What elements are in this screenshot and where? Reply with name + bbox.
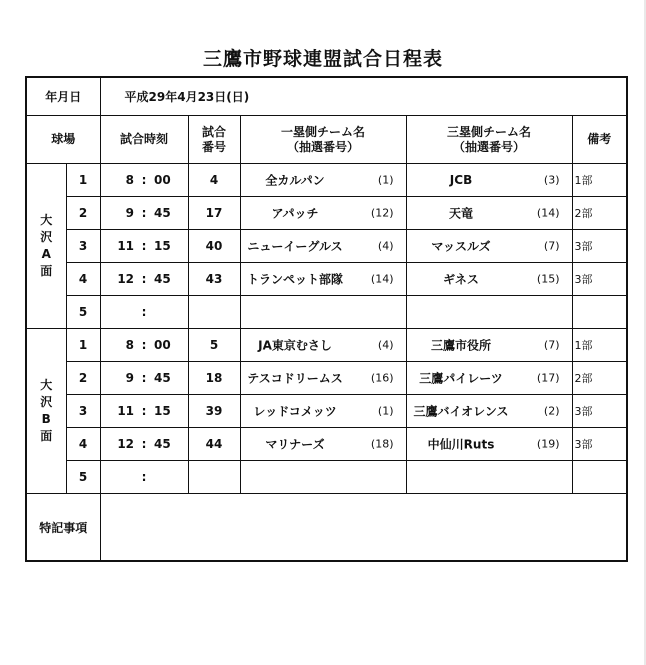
game-time-separator: :: [141, 206, 147, 220]
game-remark: 3部: [572, 263, 627, 296]
game-seq: 5: [66, 296, 100, 329]
third-base-team: [406, 362, 572, 395]
third-base-team-name: 中仙川Ruts: [427, 437, 495, 452]
first-base-lot-number: (18): [370, 437, 394, 451]
third-base-lot-number: (7): [543, 338, 560, 352]
game-seq: 2: [66, 197, 100, 230]
third-base-team-name: ギネス: [443, 272, 479, 287]
game-time-minute: 15: [154, 239, 171, 253]
third-base-lot-number: (15): [536, 272, 560, 286]
game-time: [100, 329, 188, 362]
header-row: [26, 116, 627, 164]
header-third-base-team: [406, 116, 572, 164]
game-time: [100, 296, 188, 329]
game-remark: 2部: [572, 197, 627, 230]
game-remark: 3部: [572, 230, 627, 263]
third-base-lot-number: (17): [536, 371, 560, 385]
venue-name: [26, 329, 66, 494]
game-seq: 4: [66, 263, 100, 296]
table-row: [26, 362, 627, 395]
game-remark: 3部: [572, 395, 627, 428]
first-base-team-name: トランペット部隊: [247, 272, 344, 287]
venue-name-char: 大: [40, 378, 53, 392]
match-number: [188, 461, 240, 494]
game-time-minute: 45: [154, 437, 171, 451]
header-first-base-line1: 一塁側チーム名: [281, 124, 366, 139]
venue-name: [26, 164, 66, 329]
header-first-base-line2: （抽選番号）: [287, 139, 360, 154]
game-time: [100, 197, 188, 230]
first-base-lot-number: (4): [377, 338, 394, 352]
first-base-team: [240, 164, 406, 197]
match-number: 44: [188, 428, 240, 461]
game-seq: 1: [66, 329, 100, 362]
first-base-lot-number: (16): [370, 371, 394, 385]
third-base-lot-number: (7): [543, 239, 560, 253]
game-time-hour: 11: [117, 404, 135, 418]
third-base-team: [406, 329, 572, 362]
game-time-separator: :: [141, 437, 147, 451]
notes-value: [100, 494, 627, 562]
game-time-hour: 8: [125, 173, 135, 187]
game-time-minute: 45: [154, 206, 171, 220]
first-base-team-name: ニューイーグルス: [247, 239, 343, 254]
first-base-lot-number: (1): [377, 404, 394, 418]
venue-name-char: 沢: [40, 395, 53, 409]
table-row: [26, 263, 627, 296]
match-number: 4: [188, 164, 240, 197]
game-remark: 1部: [572, 329, 627, 362]
game-remark: 2部: [572, 362, 627, 395]
third-base-team: [406, 395, 572, 428]
first-base-team: [240, 296, 406, 329]
date-value: 平成29年4月23日(日): [100, 77, 627, 116]
table-row: [26, 428, 627, 461]
header-first-base-team: [240, 116, 406, 164]
game-remark: 1部: [572, 164, 627, 197]
first-base-team: [240, 263, 406, 296]
game-seq: 3: [66, 395, 100, 428]
first-base-team-name: JA東京むさし: [258, 338, 332, 353]
first-base-team-name: レッドコメッツ: [253, 404, 337, 419]
header-match-no-line2: 番号: [202, 139, 227, 154]
game-time: [100, 164, 188, 197]
game-time-separator: :: [141, 272, 147, 286]
venue-name-char: 沢: [40, 230, 53, 244]
game-time: [100, 362, 188, 395]
third-base-team: [406, 263, 572, 296]
game-time-minute: 45: [154, 272, 171, 286]
header-venue: 球場: [26, 116, 100, 164]
table-row: [26, 197, 627, 230]
game-time-separator: :: [141, 338, 147, 352]
notes-label: 特記事項: [26, 494, 100, 562]
game-time-separator: :: [141, 305, 147, 319]
header-match-no-line1: 試合: [202, 124, 227, 139]
game-time-separator: :: [141, 470, 147, 484]
table-row: [26, 395, 627, 428]
first-base-team: [240, 395, 406, 428]
first-base-team: [240, 461, 406, 494]
game-time: [100, 230, 188, 263]
first-base-team-name: テスコドリームス: [247, 371, 343, 386]
third-base-team: [406, 230, 572, 263]
third-base-team-name: マッスルズ: [431, 239, 491, 254]
game-seq: 4: [66, 428, 100, 461]
game-time-separator: :: [141, 404, 147, 418]
table-row: [26, 329, 627, 362]
game-remark: [572, 296, 627, 329]
schedule-table: [25, 76, 628, 562]
notes-row: [26, 494, 627, 562]
game-remark: 3部: [572, 428, 627, 461]
game-time: [100, 263, 188, 296]
game-time-minute: 15: [154, 404, 171, 418]
game-seq: 5: [66, 461, 100, 494]
game-remark: [572, 461, 627, 494]
table-row: [26, 461, 627, 494]
game-time-minute: 00: [154, 338, 171, 352]
match-number: 43: [188, 263, 240, 296]
first-base-team-name: アパッチ: [271, 206, 319, 221]
game-seq: 2: [66, 362, 100, 395]
third-base-team: [406, 197, 572, 230]
venue-name-char: 面: [40, 429, 53, 443]
third-base-team-name: JCB: [449, 173, 473, 187]
first-base-lot-number: (1): [377, 173, 394, 187]
third-base-team-name: 三鷹市役所: [431, 338, 492, 353]
game-time: [100, 428, 188, 461]
first-base-team: [240, 362, 406, 395]
first-base-team-name: 全カルパン: [265, 173, 325, 188]
game-time-hour: 12: [117, 437, 135, 451]
game-time-separator: :: [141, 239, 147, 253]
game-time-minute: 45: [154, 371, 171, 385]
third-base-lot-number: (3): [543, 173, 560, 187]
third-base-team: [406, 296, 572, 329]
table-row: [26, 296, 627, 329]
first-base-lot-number: (4): [377, 239, 394, 253]
page-title: 三鷹市野球連盟試合日程表: [202, 48, 443, 70]
header-time: 試合時刻: [100, 116, 188, 164]
match-number: 39: [188, 395, 240, 428]
table-row: [26, 164, 627, 197]
date-row: [26, 77, 627, 116]
header-remarks: 備考: [572, 116, 627, 164]
match-number: [188, 296, 240, 329]
venue-name-char: B: [41, 412, 51, 426]
match-number: 18: [188, 362, 240, 395]
third-base-lot-number: (19): [536, 437, 560, 451]
third-base-team-name: 三鷹バイオレンス: [413, 404, 509, 419]
first-base-team: [240, 428, 406, 461]
third-base-team: [406, 461, 572, 494]
match-number: 5: [188, 329, 240, 362]
header-third-base-line1: 三塁側チーム名: [447, 124, 532, 139]
third-base-lot-number: (2): [543, 404, 560, 418]
table-row: [26, 230, 627, 263]
venue-name-char: A: [41, 247, 51, 261]
game-time-hour: 11: [117, 239, 135, 253]
game-time-separator: :: [141, 371, 147, 385]
header-third-base-line2: （抽選番号）: [453, 139, 526, 154]
third-base-lot-number: (14): [536, 206, 560, 220]
game-time-hour: 8: [125, 338, 135, 352]
game-time-hour: 12: [117, 272, 135, 286]
third-base-team-name: 三鷹パイレーツ: [419, 371, 503, 386]
game-time-separator: :: [141, 173, 147, 187]
date-label: 年月日: [26, 77, 100, 116]
first-base-lot-number: (12): [370, 206, 394, 220]
game-time-hour: 9: [125, 206, 135, 220]
game-time: [100, 395, 188, 428]
first-base-team: [240, 329, 406, 362]
game-seq: 1: [66, 164, 100, 197]
header-match-no: [188, 116, 240, 164]
first-base-team: [240, 230, 406, 263]
venue-name-char: 面: [40, 264, 53, 278]
third-base-team: [406, 164, 572, 197]
venue-name-char: 大: [40, 213, 53, 227]
first-base-team-name: マリナーズ: [265, 437, 325, 452]
game-time-minute: 00: [154, 173, 171, 187]
third-base-team: [406, 428, 572, 461]
match-number: 17: [188, 197, 240, 230]
match-number: 40: [188, 230, 240, 263]
third-base-team-name: 天竜: [449, 206, 474, 221]
game-time-hour: 9: [125, 371, 135, 385]
game-seq: 3: [66, 230, 100, 263]
first-base-lot-number: (14): [370, 272, 394, 286]
first-base-team: [240, 197, 406, 230]
game-time: [100, 461, 188, 494]
